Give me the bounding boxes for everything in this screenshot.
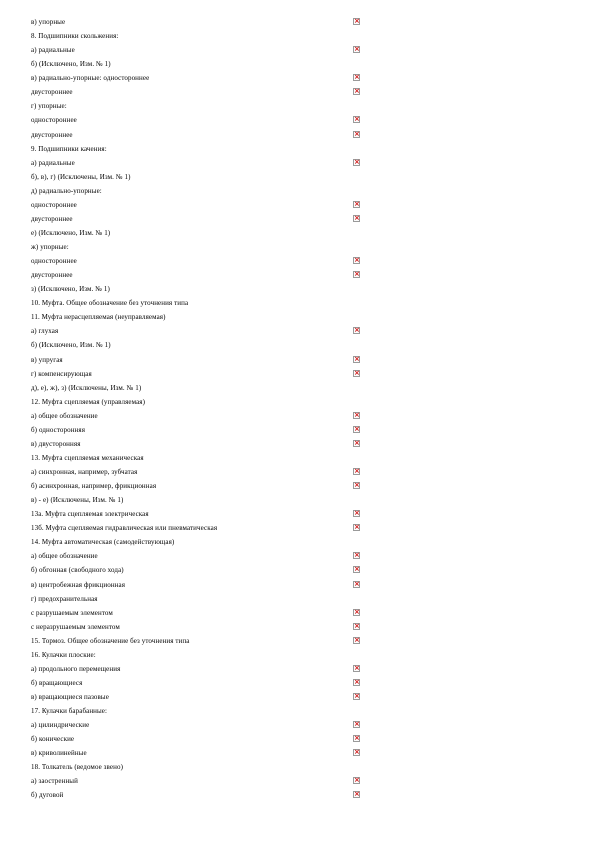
document-row xyxy=(31,593,371,607)
document-row xyxy=(31,283,371,297)
row-label: в) двусторонняя xyxy=(31,439,81,448)
row-label: б) (Исключено, Изм. № 1) xyxy=(31,341,111,350)
document-row xyxy=(31,705,371,719)
broken-image-icon xyxy=(353,777,360,784)
document-row xyxy=(31,635,371,649)
broken-image-icon xyxy=(353,679,360,686)
document-row xyxy=(31,747,371,761)
row-label: с неразрушаемым элементом xyxy=(31,622,120,631)
row-label: г) компенсирующая xyxy=(31,369,92,378)
row-label: 17. Кулачки барабанные: xyxy=(31,707,108,716)
document-row xyxy=(31,227,371,241)
broken-image-icon xyxy=(353,74,360,81)
row-label: 14. Муфта автоматическая (самодействующая) xyxy=(31,538,175,547)
document-row xyxy=(31,508,371,522)
document-row xyxy=(31,185,371,199)
document-row xyxy=(31,396,371,410)
broken-image-icon xyxy=(353,215,360,222)
row-label: 13а. Муфта сцепляемая электрическая xyxy=(31,510,149,519)
broken-image-icon xyxy=(353,721,360,728)
document-row xyxy=(31,719,371,733)
document-row xyxy=(31,72,371,86)
row-label: з) (Исключено, Изм. № 1) xyxy=(31,285,110,294)
broken-image-icon xyxy=(353,749,360,756)
broken-image-icon xyxy=(353,791,360,798)
document-row xyxy=(31,157,371,171)
broken-image-icon xyxy=(353,552,360,559)
row-label: 12. Муфта сцепляемая (управляемая) xyxy=(31,397,146,406)
document-row xyxy=(31,607,371,621)
broken-image-icon xyxy=(353,665,360,672)
document-row xyxy=(31,579,371,593)
row-label: двустороннее xyxy=(31,88,73,97)
broken-image-icon xyxy=(353,257,360,264)
document-row xyxy=(31,129,371,143)
row-label: а) радиальные xyxy=(31,46,75,55)
document-row xyxy=(31,255,371,269)
document-row xyxy=(31,213,371,227)
document-row xyxy=(31,466,371,480)
row-label: 15. Тормоз. Общее обозначение без уточнения типа xyxy=(31,636,190,645)
document-row xyxy=(31,339,371,353)
row-label: а) синхронная, например, зубчатая xyxy=(31,468,138,476)
row-label: в) - е) (Исключены, Изм. № 1) xyxy=(31,496,124,505)
row-label: в) радиально-упорные: одностороннее xyxy=(31,74,150,83)
document-row xyxy=(31,114,371,128)
row-label: г) предохранительная xyxy=(31,594,98,603)
document-row xyxy=(31,775,371,789)
document-row xyxy=(31,325,371,339)
row-label: а) заостренный xyxy=(31,777,78,786)
document-row xyxy=(31,677,371,691)
row-label: в) вращающиеся пазовые xyxy=(31,693,109,701)
row-label: с разрушаемым элементом xyxy=(31,608,113,617)
document-row xyxy=(31,382,371,396)
document-row xyxy=(31,30,371,44)
row-label: а) цилиндрические xyxy=(31,721,90,730)
row-label: б), в), г) (Исключены, Изм. № 1) xyxy=(31,172,131,181)
broken-image-icon xyxy=(353,370,360,377)
row-label: 11. Муфта нерасцепляемая (неуправляемая) xyxy=(31,313,166,322)
document-row xyxy=(31,58,371,72)
broken-image-icon xyxy=(353,131,360,138)
document-row xyxy=(31,410,371,424)
row-label: 16. Кулачки плоские: xyxy=(31,650,96,659)
document-row xyxy=(31,16,371,30)
document-row xyxy=(31,480,371,494)
broken-image-icon xyxy=(353,201,360,208)
broken-image-icon xyxy=(353,482,360,489)
document-row xyxy=(31,438,371,452)
broken-image-icon xyxy=(353,356,360,363)
broken-image-icon xyxy=(353,440,360,447)
broken-image-icon xyxy=(353,426,360,433)
broken-image-icon xyxy=(353,637,360,644)
row-label: е) (Исключено, Изм. № 1) xyxy=(31,228,111,237)
broken-image-icon xyxy=(353,510,360,517)
row-label: а) общее обозначение xyxy=(31,411,98,420)
document-row xyxy=(31,536,371,550)
document-row xyxy=(31,550,371,564)
broken-image-icon xyxy=(353,581,360,588)
document-row xyxy=(31,733,371,747)
document-row xyxy=(31,86,371,100)
broken-image-icon xyxy=(353,159,360,166)
broken-image-icon xyxy=(353,46,360,53)
broken-image-icon xyxy=(353,566,360,573)
row-label: б) (Исключено, Изм. № 1) xyxy=(31,60,111,69)
document-row xyxy=(31,354,371,368)
broken-image-icon xyxy=(353,524,360,531)
document-row xyxy=(31,143,371,157)
document-row xyxy=(31,621,371,635)
row-label: б) обгонная (свободного хода) xyxy=(31,566,124,575)
broken-image-icon xyxy=(353,609,360,616)
row-label: 13. Муфта сцепляемая механическая xyxy=(31,453,144,462)
document-row xyxy=(31,452,371,466)
document-row xyxy=(31,761,371,775)
document-row xyxy=(31,494,371,508)
row-label: в) центробежная фрикционная xyxy=(31,580,126,589)
row-label: д) радиально-упорные: xyxy=(31,186,102,195)
document-row xyxy=(31,44,371,58)
document-row xyxy=(31,199,371,213)
broken-image-icon xyxy=(353,623,360,630)
row-label: а) общее обозначение xyxy=(31,552,98,561)
broken-image-icon xyxy=(353,88,360,95)
row-label: б) вращающиеся xyxy=(31,678,83,687)
row-label: б) конические xyxy=(31,735,75,744)
document-row xyxy=(31,311,371,325)
row-label: б) односторонняя xyxy=(31,425,86,434)
row-label: б) дуговой xyxy=(31,791,64,800)
document-row xyxy=(31,171,371,185)
document-row xyxy=(31,649,371,663)
row-label: в) упорные xyxy=(31,18,66,26)
row-label: 18. Толкатель (ведомое звено) xyxy=(31,763,123,772)
row-label: а) продольного перемещения xyxy=(31,664,121,673)
document-row xyxy=(31,241,371,255)
row-label: в) криволинейные xyxy=(31,749,87,758)
row-label: д), е), ж), з) (Исключены, Изм. № 1) xyxy=(31,383,142,392)
row-label: одностороннее xyxy=(31,200,77,209)
document-row xyxy=(31,100,371,114)
row-label: 9. Подшипники качения: xyxy=(31,144,107,153)
row-label: а) глухая xyxy=(31,327,59,336)
broken-image-icon xyxy=(353,468,360,475)
row-label: а) радиальные xyxy=(31,158,75,167)
document-row xyxy=(31,522,371,536)
document-row xyxy=(31,269,371,283)
document-row xyxy=(31,789,371,803)
row-label: г) упорные: xyxy=(31,102,67,111)
document-row xyxy=(31,663,371,677)
broken-image-icon xyxy=(353,327,360,334)
row-label: в) упругая xyxy=(31,355,63,364)
broken-image-icon xyxy=(353,18,360,25)
row-label: ж) упорные: xyxy=(31,243,69,251)
row-label: двустороннее xyxy=(31,130,73,139)
row-label: одностороннее xyxy=(31,257,77,266)
document-row xyxy=(31,368,371,382)
row-label: 13б. Муфта сцепляемая гидравлическая или пневматическая xyxy=(31,524,218,533)
broken-image-icon xyxy=(353,735,360,742)
document-row xyxy=(31,564,371,578)
row-label: б) асинхронная, например, фрикционная xyxy=(31,482,157,491)
row-label: 10. Муфта. Общее обозначение без уточнения типа xyxy=(31,299,189,308)
row-label: одностороннее xyxy=(31,116,77,125)
broken-image-icon xyxy=(353,271,360,278)
broken-image-icon xyxy=(353,116,360,123)
row-label: двустороннее xyxy=(31,271,73,280)
document-row xyxy=(31,691,371,705)
document-body xyxy=(31,16,371,804)
row-label: 8. Подшипники скольжения: xyxy=(31,32,119,41)
broken-image-icon xyxy=(353,693,360,700)
broken-image-icon xyxy=(353,412,360,419)
document-row xyxy=(31,424,371,438)
document-row xyxy=(31,297,371,311)
row-label: двустороннее xyxy=(31,214,73,223)
